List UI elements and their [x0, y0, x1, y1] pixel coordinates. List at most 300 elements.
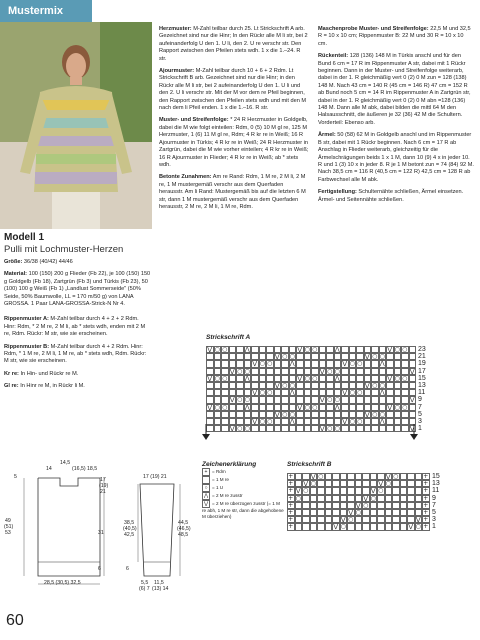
chart-cell	[347, 473, 355, 480]
chart-cell	[415, 502, 423, 509]
chart-row-number: 17	[418, 367, 426, 375]
chart-cell	[362, 509, 370, 516]
chart-cell	[400, 523, 408, 530]
chart-row	[287, 509, 430, 516]
chart-cell	[394, 368, 402, 375]
chart-cell: ○	[222, 374, 228, 382]
chart-cell	[400, 473, 408, 480]
chart-cell	[317, 480, 325, 487]
chart-cell	[364, 346, 372, 353]
chart-cell	[340, 509, 348, 516]
model-subtitle: Pulli mit Lochmuster-Herzen	[4, 244, 124, 255]
chart-cell: ○	[310, 480, 316, 488]
back-text: 128 (136) 148 M in Türkis anschl und für den Bund 6 cm = 17 R im Rippenmuster A str, dabei mit 1 Rückr beginnen. Dann in der Muster- und Streifenfolge weiterarb, dabei in der 1. R gleichmäßig vert 0 (2) 0 M zun = 128 (138) 148 M. Nach 43 cm = 140 R (45 cm = 146 R) 47 cm = 152 R ab Bund noch 5 cm = 14 R im Rippenmuster A in Zartgrün str, dabei in der 1. R gleichmäßig vert 0 (2) 0 M abn =128 (136) 148 M. Dann alle M abk, dabei bilden die mittl 64 M den Halsausschnitt, die äußeren je 32 (36) 42 M die Schultern. Vorderteil: Ebenso arb.	[318, 53, 471, 126]
finishing-text: Schulternähte schließen, Ärmel einsetzen. Ärmel- und Seitennähte schließen.	[318, 189, 464, 203]
chart-cell	[341, 375, 349, 382]
chart-cell: ○	[348, 516, 354, 524]
chart-cell: ○	[334, 396, 340, 404]
chart-cell	[311, 389, 319, 396]
rib-a-text: M-Zahl teilbar durch 4 + 2 + 2 Rdm. Hinr: Rdm, * 2 M re, 2 M li, ab * stets wdh, enden mit 2 M re, Rdm. Rückr: M str, wie sie erscheinen.	[4, 316, 146, 338]
chart-cell	[332, 495, 340, 502]
kr-re-label: Kr re:	[4, 370, 19, 377]
chart-cell	[274, 396, 282, 403]
chart-cell: ⋁	[252, 418, 258, 425]
legend-text: = 2 M re überzogen zusstr (= 1 M re abh, 1 M re str, dann die abgehobene M überziehen)	[202, 501, 284, 520]
chart-cell	[341, 382, 349, 389]
chart-cell: ⋁	[319, 425, 325, 433]
chart-cell	[317, 516, 325, 523]
chart-cell: ○	[355, 509, 361, 516]
chart-cell	[349, 346, 357, 353]
chart-cell	[259, 346, 267, 353]
rib-a-label: Rippenmuster A:	[4, 316, 49, 323]
chart-cell	[296, 382, 304, 389]
chart-cell	[244, 382, 252, 389]
legend-item	[202, 500, 284, 521]
schem-sleeve-h-a: 38,5	[124, 520, 135, 526]
schem-sleeve-h-c: 42,5	[124, 532, 135, 538]
chart-cell	[349, 404, 357, 411]
chart-cell: ⋁	[207, 403, 213, 411]
chart-cell	[214, 396, 222, 403]
chart-cell: ○	[237, 367, 243, 375]
chart-cell	[326, 346, 334, 353]
sequence-label: Muster- und Streifenfolge:	[159, 117, 229, 124]
chart-cell	[206, 389, 214, 396]
chart-cell	[317, 502, 325, 509]
chart-cell	[206, 411, 214, 418]
chart-cell: ⋀	[379, 418, 385, 425]
left-column	[4, 259, 152, 396]
chart-cell: ⋁	[340, 516, 346, 524]
chart-cell	[385, 487, 393, 494]
chart-cell	[295, 523, 303, 530]
chart-cell: ⋁	[342, 389, 348, 397]
chart-cell	[355, 495, 363, 502]
chart-cell: ○	[415, 523, 421, 531]
chart-cell: ○	[282, 353, 288, 361]
gauge-label: Maschenprobe Muster- und Streifenfolge:	[318, 26, 429, 32]
chart-cell	[304, 411, 312, 418]
chart-cell	[409, 411, 417, 418]
chart-cell	[325, 487, 333, 494]
chart-cell: ○	[282, 410, 288, 418]
chart-cell	[407, 487, 415, 494]
chart-cell	[334, 382, 342, 389]
chart-row	[206, 396, 416, 403]
chart-cell	[400, 487, 408, 494]
chart-row	[287, 473, 430, 480]
chart-cell: ⋁	[387, 403, 393, 411]
chart-cell: ○	[244, 396, 250, 404]
chart-cell: ⋁	[378, 480, 384, 488]
chart-cell	[289, 396, 297, 403]
schem-sleeve-bottom-a: 5,5	[141, 580, 149, 586]
chart-cell	[229, 382, 237, 389]
chart-cell	[251, 396, 259, 403]
chart-b-grid	[287, 473, 429, 533]
chart-row-number: 11	[418, 389, 426, 397]
chart-cell	[377, 509, 385, 516]
kr-re-text: In Hin- und Rückr re M.	[20, 370, 79, 377]
chart-cell	[281, 360, 289, 367]
increase-paragraph	[159, 174, 309, 211]
chart-cell	[334, 411, 342, 418]
chart-cell	[371, 375, 379, 382]
chart-cell	[341, 353, 349, 360]
model-heading	[4, 232, 154, 256]
chart-cell: ○	[357, 360, 363, 368]
schem-sleeve-bottom-b: 11,5	[154, 580, 164, 586]
chart-cell	[326, 360, 334, 367]
chart-cell	[415, 509, 423, 516]
chart-cell	[332, 480, 340, 487]
chart-cell	[236, 375, 244, 382]
chart-cell	[295, 480, 303, 487]
chart-row-number: 3	[418, 418, 422, 425]
chart-cell	[304, 353, 312, 360]
chart-cell	[407, 516, 415, 523]
chart-cell	[236, 389, 244, 396]
chart-cell: ⋁	[207, 374, 213, 382]
chart-cell	[364, 396, 372, 403]
chart-cell	[281, 375, 289, 382]
chart-cell	[364, 389, 372, 396]
chart-cell	[362, 487, 370, 494]
legend-title: Zeichenerklärung	[202, 461, 257, 468]
chart-cell	[319, 360, 327, 367]
chart-row-number: 15	[432, 473, 440, 480]
chart-cell	[302, 516, 310, 523]
schem-left-small: 5	[14, 474, 17, 480]
chart-cell: ○	[357, 389, 363, 397]
chart-cell	[340, 487, 348, 494]
chart-cell: ○	[312, 374, 318, 382]
chart-cell	[394, 382, 402, 389]
chart-cell: ⋁	[229, 367, 235, 375]
chart-cell	[364, 404, 372, 411]
chart-cell: ○	[402, 403, 408, 411]
chart-row-number: 7	[432, 501, 436, 509]
chart-cell	[394, 396, 402, 403]
chart-cell	[379, 368, 387, 375]
chart-cell: +	[423, 509, 429, 516]
chart-row	[206, 353, 416, 360]
chart-cell	[304, 360, 312, 367]
chart-cell	[236, 360, 244, 367]
chart-cell	[229, 346, 237, 353]
chart-cell	[340, 480, 348, 487]
chart-row-number: 13	[432, 480, 440, 488]
chart-cell	[392, 502, 400, 509]
chart-cell	[340, 495, 348, 502]
chart-cell	[310, 487, 318, 494]
chart-cell	[401, 396, 409, 403]
chart-cell: ⋀	[334, 374, 340, 382]
chart-cell	[311, 411, 319, 418]
chart-cell	[392, 523, 400, 530]
chart-cell	[377, 523, 385, 530]
gl-re-paragraph	[4, 383, 152, 390]
chart-cell: ○	[304, 346, 310, 353]
chart-cell	[349, 411, 357, 418]
chart-cell	[319, 389, 327, 396]
chart-cell	[310, 502, 318, 509]
chart-cell	[379, 404, 387, 411]
schem-sleeve-cuff: 6	[126, 566, 129, 572]
schem-width: 28,5 (30,5) 32,5	[44, 580, 81, 586]
chart-cell	[296, 353, 304, 360]
chart-cell: ○	[349, 389, 355, 397]
chart-cell: ○	[402, 346, 408, 353]
chart-b-title: Strickschrift B	[287, 461, 332, 468]
chart-cell	[370, 516, 378, 523]
chart-cell: ⋀	[289, 389, 295, 397]
chart-cell	[274, 375, 282, 382]
chart-row	[206, 360, 416, 367]
chart-cell	[214, 353, 222, 360]
chart-cell	[221, 360, 229, 367]
chart-cell	[289, 346, 297, 353]
chart-cell	[266, 382, 274, 389]
chart-row-number: 1	[418, 425, 422, 433]
material-label: Material:	[4, 271, 28, 278]
chart-a-grid	[206, 346, 416, 436]
chart-cell	[326, 353, 334, 360]
chart-cell	[317, 495, 325, 502]
chart-cell: ○	[327, 425, 333, 433]
chart-row-number: 21	[418, 353, 426, 361]
chart-cell: ⋁	[319, 396, 325, 404]
legend-symbol: ⋁	[203, 501, 209, 507]
chart-cell	[409, 353, 417, 360]
chart-cell	[266, 411, 274, 418]
chart-cell	[341, 368, 349, 375]
schem-inner-h: 31	[98, 530, 104, 536]
chart-cell: ○	[289, 353, 295, 361]
chart-cell	[326, 375, 334, 382]
chart-cell: ○	[357, 418, 363, 425]
chart-cell: ○	[372, 382, 378, 389]
chart-cell	[326, 389, 334, 396]
schem-neck-a: 17	[100, 477, 106, 483]
chart-cell	[229, 389, 237, 396]
chart-cell: ⋁	[297, 346, 303, 353]
chart-cell: ○	[304, 374, 310, 382]
chart-cell: ○	[378, 487, 384, 495]
chart-cell	[415, 495, 423, 502]
chart-cell	[214, 360, 222, 367]
chart-cell: ○	[244, 425, 250, 433]
chart-cell: ○	[214, 403, 220, 411]
chart-cell	[326, 382, 334, 389]
chart-cell	[401, 353, 409, 360]
chart-cell	[206, 353, 214, 360]
chart-cell	[302, 502, 310, 509]
chart-cell	[392, 509, 400, 516]
chart-cell: ○	[304, 403, 310, 411]
legend-items	[202, 468, 284, 521]
chart-cell: ○	[385, 480, 391, 488]
chart-row	[206, 389, 416, 396]
chart-cell	[266, 396, 274, 403]
chart-cell	[302, 495, 310, 502]
chart-cell	[377, 502, 385, 509]
chart-cell: ⋀	[379, 360, 385, 368]
chart-cell	[340, 502, 348, 509]
chart-cell: ⋁	[364, 410, 370, 418]
chart-cell	[362, 480, 370, 487]
chart-cell	[311, 382, 319, 389]
chart-cell	[296, 368, 304, 375]
chart-cell: ⋁	[409, 425, 415, 433]
chart-cell	[356, 375, 364, 382]
chart-cell	[392, 495, 400, 502]
chart-cell	[400, 509, 408, 516]
chart-cell	[341, 396, 349, 403]
chart-cell	[259, 404, 267, 411]
chart-cell	[370, 502, 378, 509]
chart-cell: ⋁	[303, 480, 309, 488]
chart-cell	[319, 375, 327, 382]
chart-cell	[370, 509, 378, 516]
chart-cell	[332, 516, 340, 523]
chart-cell	[236, 382, 244, 389]
chart-cell	[251, 375, 259, 382]
chart-cell: ⋁	[274, 410, 280, 418]
chart-cell	[379, 346, 387, 353]
model-photo	[0, 22, 152, 229]
chart-cell	[401, 360, 409, 367]
chart-cell	[274, 368, 282, 375]
chart-cell	[289, 375, 297, 382]
chart-cell: ○	[334, 367, 340, 375]
ajour-paragraph	[159, 68, 309, 112]
chart-cell	[281, 404, 289, 411]
chart-cell: ⋁	[415, 516, 421, 524]
chart-cell: ○	[379, 410, 385, 418]
chart-cell: +	[288, 516, 294, 524]
chart-cell: ○	[372, 410, 378, 418]
chart-row	[287, 495, 430, 502]
chart-cell	[386, 360, 394, 367]
chart-cell	[371, 346, 379, 353]
chart-cell	[371, 396, 379, 403]
chart-cell	[377, 473, 385, 480]
chart-cell	[332, 473, 340, 480]
legend-text: = 1 M re	[212, 477, 229, 483]
chart-cell	[259, 411, 267, 418]
chart-row	[287, 487, 430, 494]
chart-cell	[407, 480, 415, 487]
chart-cell	[377, 516, 385, 523]
legend-item	[202, 468, 284, 476]
chart-cell	[244, 411, 252, 418]
chart-cell	[386, 368, 394, 375]
chart-cell: ⋁	[229, 425, 235, 433]
chart-cell	[355, 473, 363, 480]
chart-cell	[296, 389, 304, 396]
chart-cell	[355, 516, 363, 523]
chart-cell: ⋀	[379, 389, 385, 397]
chart-cell	[259, 368, 267, 375]
chart-cell	[317, 509, 325, 516]
chart-row	[287, 523, 430, 530]
chart-cell	[355, 480, 363, 487]
schem-height-a: 49	[5, 518, 11, 524]
chart-cell	[296, 360, 304, 367]
chart-cell	[409, 382, 417, 389]
chart-cell	[266, 346, 274, 353]
chart-cell: +	[288, 523, 294, 531]
chart-cell: ○	[394, 374, 400, 382]
chart-cell	[295, 473, 303, 480]
chart-cell	[274, 404, 282, 411]
chart-cell: ○	[289, 382, 295, 389]
chart-cell	[229, 411, 237, 418]
chart-cell	[409, 346, 417, 353]
chart-cell	[311, 360, 319, 367]
chart-cell: ○	[393, 473, 399, 480]
legend-item	[202, 476, 284, 484]
chart-cell: ⋁	[387, 346, 393, 353]
chart-cell	[304, 368, 312, 375]
schem-height-c: 53	[5, 530, 11, 536]
chart-cell	[325, 516, 333, 523]
chart-cell	[370, 480, 378, 487]
chart-cell: ○	[312, 403, 318, 411]
schem-sleeve-total-c: 48,5	[178, 532, 189, 538]
chart-cell: ⋁	[408, 523, 414, 531]
chart-cell: +	[288, 501, 294, 509]
chart-cell	[221, 353, 229, 360]
schem-sleeve-bottom-c: (6) 7	[139, 586, 150, 592]
chart-cell	[392, 487, 400, 494]
chart-cell	[236, 411, 244, 418]
schem-neck-b: (19)	[99, 483, 109, 489]
chart-cell	[371, 368, 379, 375]
chart-cell	[311, 368, 319, 375]
chart-cell	[392, 480, 400, 487]
size-paragraph	[4, 259, 152, 266]
chart-cell: +	[423, 501, 429, 509]
increase-label: Betonte Zunahmen:	[159, 174, 212, 181]
legend-item	[202, 484, 284, 492]
legend-text: = 2 M re zusstr	[212, 493, 243, 499]
chart-cell	[385, 495, 393, 502]
chart-cell: ○	[259, 389, 265, 397]
chart-cell	[407, 509, 415, 516]
chart-cell	[386, 389, 394, 396]
chart-cell	[409, 360, 417, 367]
chart-cell	[206, 368, 214, 375]
schem-top-a: 14,5	[60, 460, 71, 466]
chart-cell: ⋁	[295, 487, 301, 495]
chart-cell	[394, 360, 402, 367]
chart-cell: ⋁	[310, 473, 316, 480]
chart-cell: +	[423, 487, 429, 495]
chart-cell	[236, 404, 244, 411]
chart-cell: ○	[327, 396, 333, 404]
chart-cell	[362, 523, 370, 530]
chart-cell	[355, 487, 363, 494]
chart-row-number: 23	[418, 346, 426, 353]
chart-cell: ○	[222, 346, 228, 353]
chart-cell	[326, 404, 334, 411]
chart-cell	[325, 523, 333, 530]
chart-cell	[401, 411, 409, 418]
chart-cell: ⋁	[297, 403, 303, 411]
